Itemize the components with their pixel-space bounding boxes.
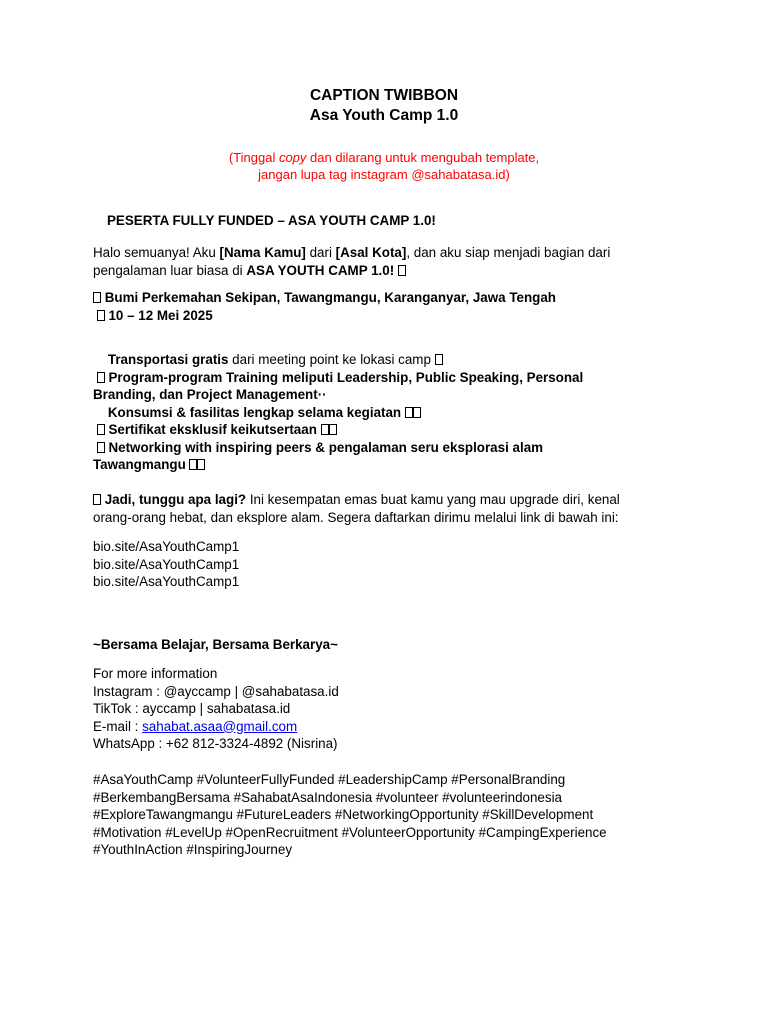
contact-info (93, 665, 693, 753)
section-heading: PESERTA FULLY FUNDED – ASA YOUTH CAMP 1.0! (107, 213, 436, 228)
name-placeholder: [Nama Kamu] (219, 245, 306, 260)
note-text: (Tinggal (228, 150, 279, 165)
sertifikat-text: Sertifikat eksklusif keikutsertaan (108, 422, 317, 437)
medal-icon (329, 424, 337, 435)
hashtags (93, 771, 693, 859)
benefit-transport (93, 351, 693, 369)
calendar-icon (97, 310, 105, 321)
contact-whatsapp: WhatsApp : +62 812-3324-4892 (Nisrina) (93, 736, 338, 751)
hashtag-line: #YouthInAction #InspiringJourney (93, 842, 293, 857)
benefit-sertifikat (93, 421, 693, 439)
pin-icon (93, 292, 101, 303)
date-line (93, 307, 693, 325)
note-italic: copy (278, 150, 307, 165)
bio-links (93, 538, 693, 591)
tagline: ~Bersama Belajar, Bersama Berkarya~ (93, 637, 338, 652)
food-icon (405, 407, 413, 418)
benefit-konsumsi (93, 404, 693, 422)
contact-tiktok: TikTok : ayccamp | sahabatasa.id (93, 701, 291, 716)
template-note-line1 (0, 149, 768, 166)
contact-intro: For more information (93, 666, 218, 681)
bus-icon (435, 354, 443, 365)
bio-link: bio.site/AsaYouthCamp1 (93, 574, 240, 589)
note-text: dan dilarang untuk mengubah template, (306, 150, 540, 165)
event-name: ASA YOUTH CAMP 1.0! (246, 262, 395, 278)
contact-email (93, 718, 693, 736)
program-suffix: ·· (317, 387, 327, 402)
hashtag-line: #Motivation #LevelUp #OpenRecruitment #VolunteerOpportunity #CampingExperience (93, 824, 607, 840)
medal-icon (321, 424, 329, 435)
bio-link: bio.site/AsaYouthCamp1 (93, 539, 240, 554)
benefits-list (93, 351, 693, 474)
book-icon (97, 372, 105, 383)
transport-bold: Transportasi gratis (107, 352, 229, 367)
hashtag-line: #AsaYouthCamp #VolunteerFullyFunded #LeadershipCamp #PersonalBranding (93, 772, 566, 787)
intro-text: dari (305, 245, 336, 260)
date-text: 10 – 12 Mei 2025 (108, 307, 213, 323)
intro-text: pengalaman luar biasa di (93, 262, 247, 278)
networking-text: Tawangmangu (93, 457, 186, 472)
location-text: Bumi Perkemahan Sekipan, Tawangmangu, Karanganyar, Jawa Tengah (104, 290, 556, 305)
benefit-program-line2 (93, 386, 693, 404)
email-label: E-mail : (93, 718, 143, 734)
mountain-icon (189, 459, 197, 470)
handshake-icon (97, 442, 105, 453)
intro-line2 (93, 262, 693, 280)
missing-glyph-icon (398, 265, 406, 276)
intro-text: , dan aku siap menjadi bagian dari (406, 245, 611, 260)
certificate-icon (97, 424, 105, 435)
hashtag-line: #BerkembangBersama #SahabatAsaIndonesia #volunteer #volunteerindonesia (93, 789, 562, 805)
subtitle-line: Asa Youth Camp 1.0 (309, 107, 459, 124)
document-title (0, 86, 768, 126)
cta-bold: Jadi, tunggu apa lagi? (104, 492, 247, 507)
benefit-program-line1 (93, 369, 693, 387)
city-placeholder: [Asal Kota] (335, 245, 407, 260)
rocket-icon (93, 494, 101, 505)
template-note (0, 149, 768, 183)
program-text: Branding, dan Project Management (93, 387, 318, 402)
transport-text: dari meeting point ke lokasi camp (228, 352, 431, 367)
location-line (93, 289, 693, 307)
cta-paragraph (93, 491, 693, 526)
event-info (93, 289, 693, 324)
cta-text: Ini kesempatan emas buat kamu yang mau upgrade diri, kenal (246, 492, 620, 507)
networking-text: Networking with inspiring peers & pengalaman seru eksplorasi alam (108, 439, 544, 455)
program-text: Program-program Training meliputi Leadership, Public Speaking, Personal (108, 369, 584, 385)
hashtag-line: #ExploreTawangmangu #FutureLeaders #NetworkingOpportunity #SkillDevelopment (93, 807, 594, 822)
benefit-networking-line2 (93, 456, 693, 474)
food-icon (413, 407, 421, 418)
email-link[interactable]: sahabat.asaa@gmail.com (142, 718, 298, 734)
intro-paragraph (93, 244, 693, 279)
title-line: CAPTION TWIBBON (309, 87, 459, 104)
intro-text: Halo semuanya! Aku (93, 245, 220, 260)
cta-line1 (93, 491, 693, 509)
intro-line1 (93, 244, 693, 262)
template-note-line2: jangan lupa tag instagram @sahabatasa.id) (258, 167, 510, 182)
mountain-icon (197, 459, 205, 470)
cta-line2: orang-orang hebat, dan eksplore alam. Segera daftarkan dirimu melalui link di bawah ini: (93, 509, 619, 525)
konsumsi-text: Konsumsi & fasilitas lengkap selama kegiatan (107, 404, 402, 420)
benefit-networking-line1 (93, 439, 693, 457)
bio-link: bio.site/AsaYouthCamp1 (93, 556, 240, 572)
contact-instagram: Instagram : @ayccamp | @sahabatasa.id (93, 683, 339, 699)
